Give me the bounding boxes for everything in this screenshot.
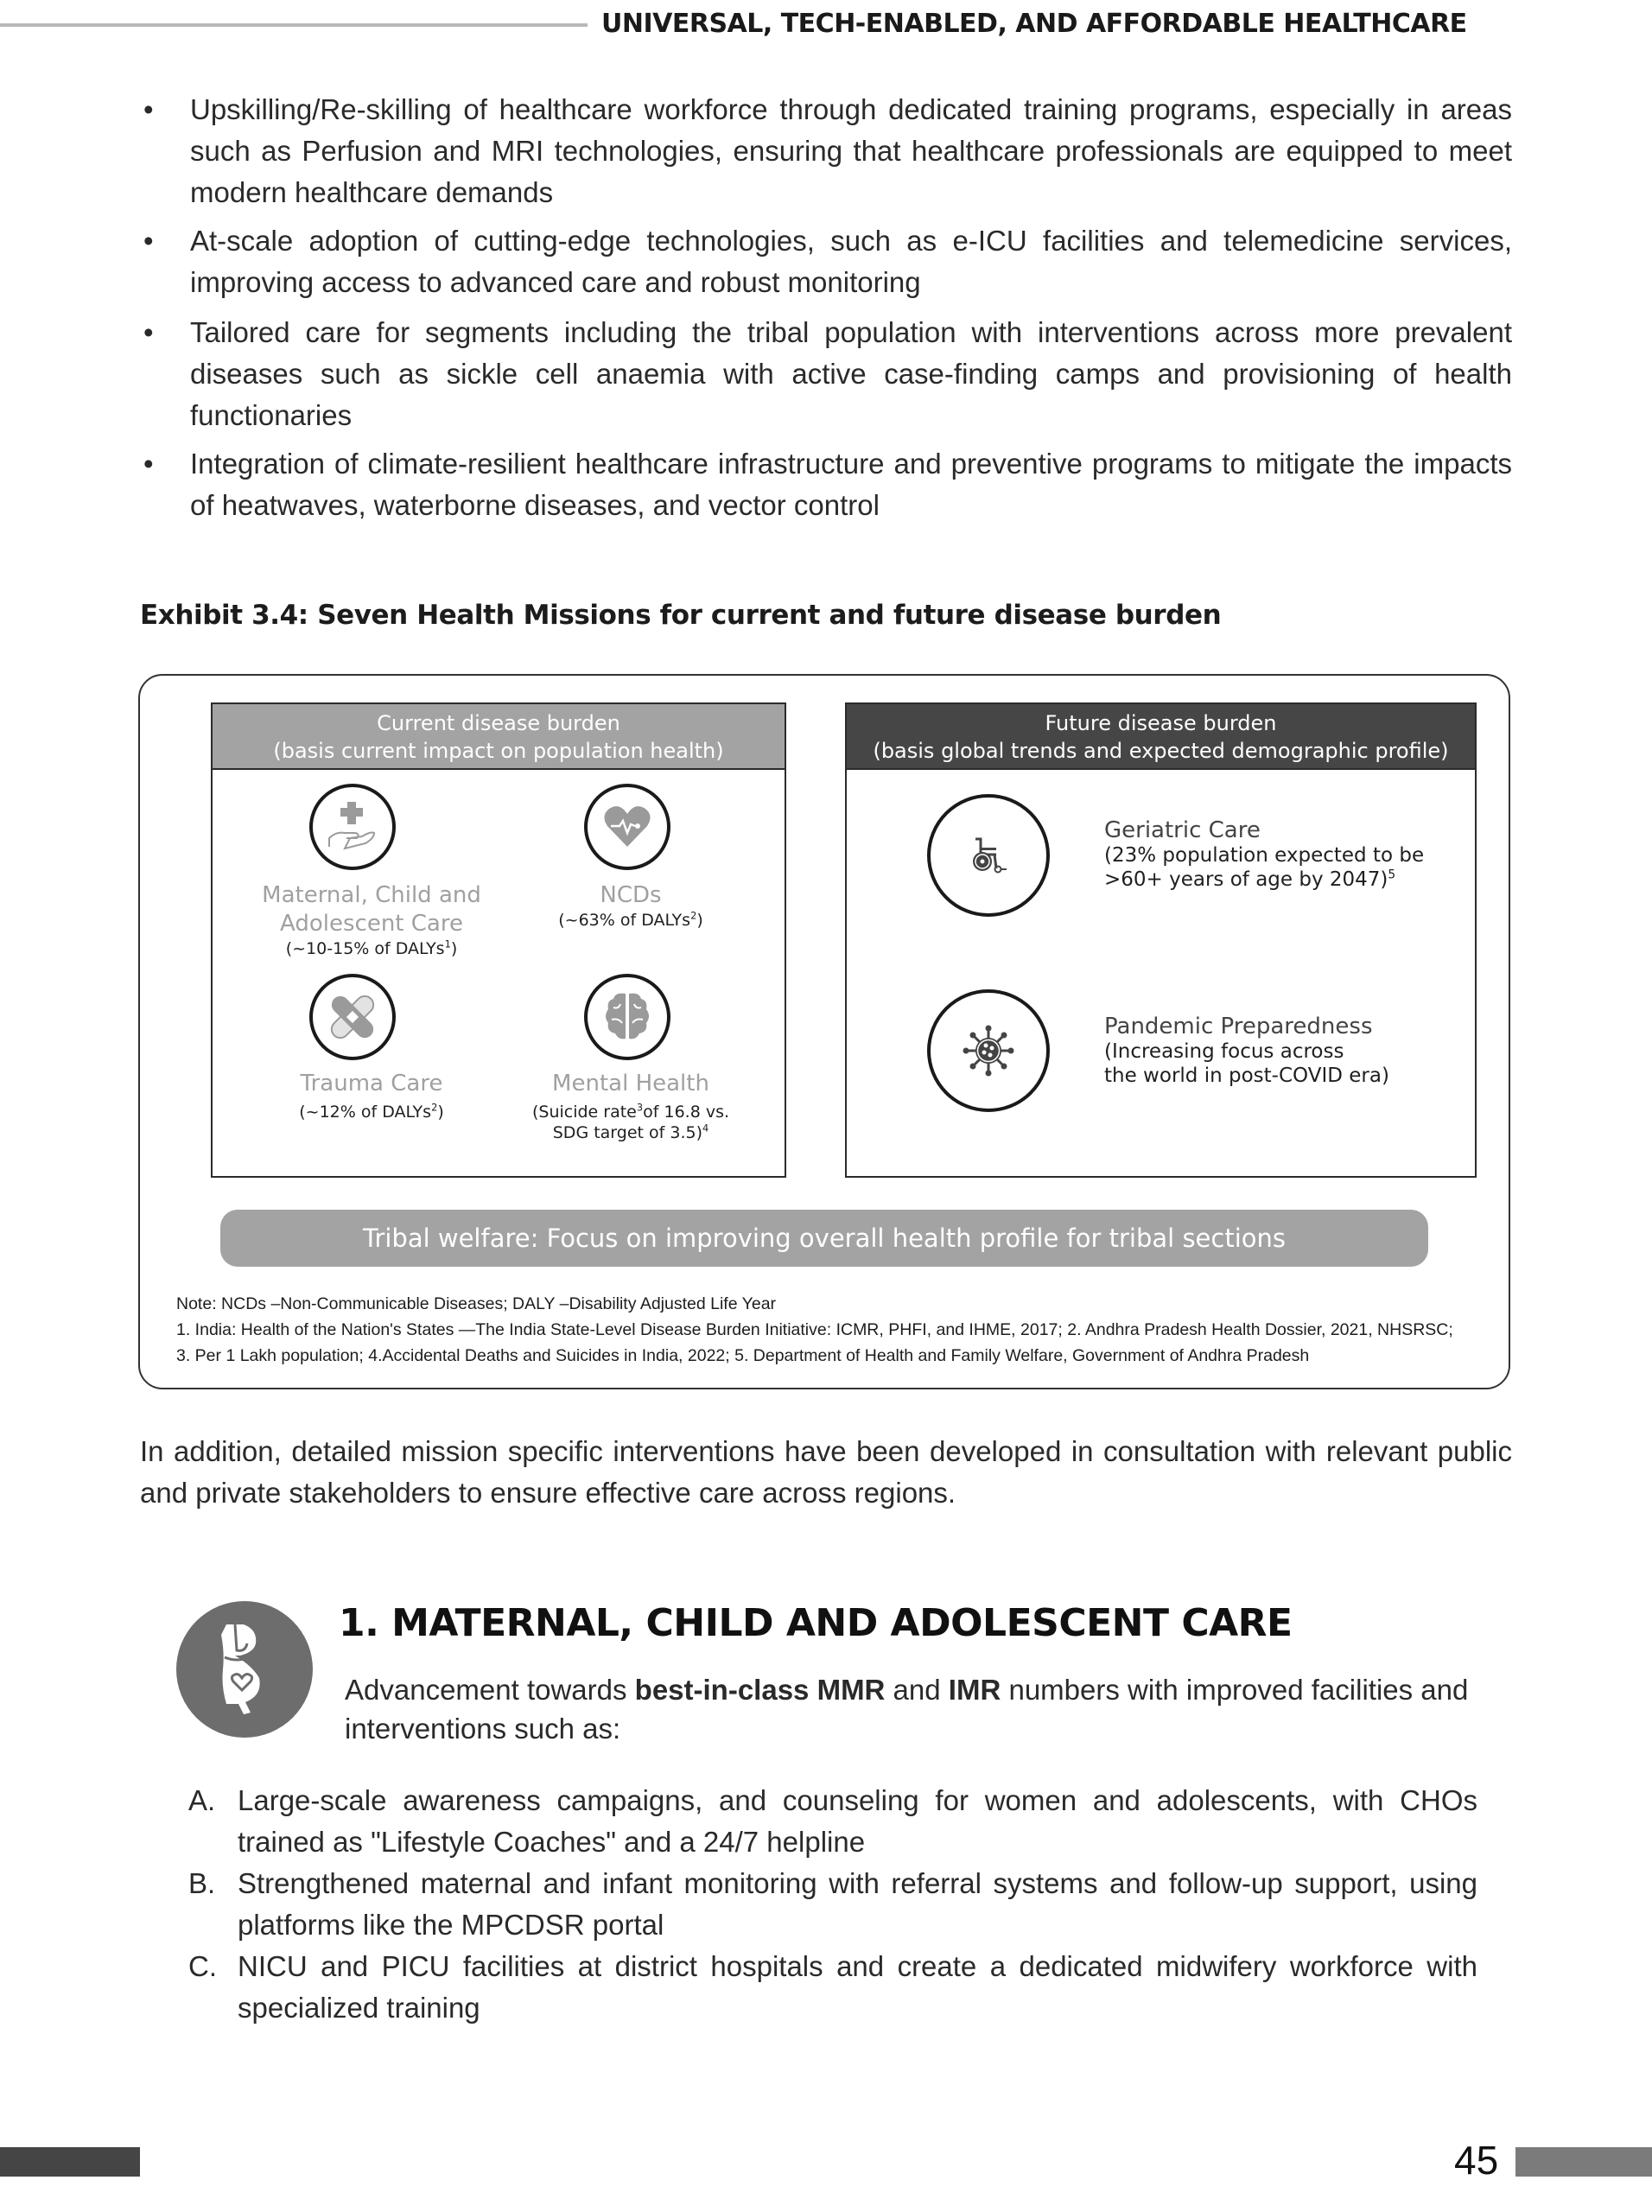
item-letter: A. (188, 1784, 216, 1816)
mission-stat: (~10-15% of DALYs$^1$) (285, 938, 458, 958)
mission-stat-line2: SDG target of 3.5)$^4$ (552, 1122, 709, 1142)
future-burden-panel (845, 702, 1477, 1178)
section-title: 1. MATERNAL, CHILD AND ADOLESCENT CARE (339, 1601, 1293, 1645)
mission-stat-line2: the world in post-COVID era) (1104, 1065, 1389, 1087)
section-intro: Advancement towards best-in-class MMR and IMR numbers with improved facilities and interventions such as: (345, 1674, 1469, 1745)
mission-icon-circle (309, 974, 396, 1060)
mission-name-line2: Adolescent Care (280, 911, 463, 937)
bullet-item (140, 443, 1512, 526)
mission-icon-circle (927, 794, 1050, 917)
heading-subline: (basis global trends and expected demographic profile) (873, 739, 1449, 763)
hand-with-cross-icon (324, 798, 381, 855)
item-letter: C. (188, 1950, 217, 1982)
source-line: 1. India: Health of the Nation's States —The India State-Level Disease Burden Initiative: ICMR, PHFI, and IHME, 2017; 2. Andhra Pradesh Health Dossier, 2021, NHSRSC; (176, 1320, 1453, 1339)
mission-name: Trauma Care (300, 1071, 443, 1096)
mission-maternal (233, 881, 510, 959)
exhibit-notes (176, 1291, 1453, 1369)
mission-icon-circle (927, 989, 1050, 1112)
bold-term: best-in-class MMR (634, 1674, 886, 1706)
heart-pulse-icon (600, 800, 654, 854)
item-text: NICU and PICU facilities at district hospitals and create a dedicated midwifery workforce with specialized training (238, 1950, 1477, 2024)
mission-geriatric (1104, 817, 1467, 892)
intervention-list-container (188, 1780, 1477, 2029)
intervention-item (188, 1863, 1477, 1946)
mission-name: Maternal, Child and (262, 882, 481, 908)
heading-line: Future disease burden (1045, 711, 1277, 735)
mission-icon-circle (584, 974, 670, 1060)
mission-mental-health (510, 1070, 752, 1143)
bold-term: IMR (948, 1674, 1001, 1706)
running-header-title: UNIVERSAL, TECH-ENABLED, AND AFFORDABLE HEALTHCARE (601, 9, 1467, 39)
bullet-icon: • (143, 448, 154, 480)
item-text: Large-scale awareness campaigns, and counseling for women and adolescents, with CHOs trained as "Lifestyle Coaches" and a 24/7 helpline (238, 1784, 1477, 1858)
mission-stat: (~63% of DALYs$^2$) (558, 909, 703, 930)
intervention-item (188, 1780, 1477, 1863)
mission-stat: (~12% of DALYs$^2$) (299, 1101, 444, 1122)
mission-stat: (Increasing focus across (1104, 1040, 1344, 1063)
page-number: 45 (1454, 2138, 1499, 2183)
source-line: 3. Per 1 Lakh population; 4.Accidental Deaths and Suicides in India, 2022; 5. Department of Health and Family Welfare, Government of Andhra Pradesh (176, 1346, 1310, 1365)
mission-stat: (Suicide rate$^3$of 16.8 vs. (531, 1101, 730, 1122)
bullet-item (140, 89, 1512, 213)
bullet-item (140, 312, 1512, 436)
mission-trauma (233, 1070, 510, 1122)
bullet-list-container (140, 89, 1512, 533)
mission-stat-line2: >60+ years of age by 2047)$^5$ (1104, 868, 1396, 891)
heading-subline: (basis current impact on population health) (273, 739, 724, 763)
mission-name: NCDs (600, 882, 662, 908)
footer-bar-right (1515, 2147, 1652, 2177)
bullet-icon: • (143, 316, 154, 348)
item-text: Strengthened maternal and infant monitoring with referral systems and follow-up support, using platforms like the MPCDSR portal (238, 1867, 1477, 1941)
bullet-text: Tailored care for segments including the tribal population with interventions across more prevalent diseases such as sickle cell anaemia with active case-finding camps and provisioning of health functionaries (190, 316, 1512, 431)
intervention-item (188, 1946, 1477, 2029)
future-burden-heading (847, 704, 1475, 770)
header-rule (0, 23, 588, 27)
mission-name: Pandemic Preparedness (1104, 1014, 1373, 1039)
intervention-list (188, 1780, 1477, 2029)
wheelchair-icon (969, 836, 1008, 875)
brain-icon (603, 990, 651, 1044)
mission-pandemic (1104, 1014, 1467, 1088)
heading-line: Current disease burden (377, 711, 620, 735)
mission-icon-circle (584, 784, 670, 870)
bullet-list (140, 89, 1512, 526)
bullet-item (140, 220, 1512, 303)
tribal-welfare-banner: Tribal welfare: Focus on improving overall health profile for tribal sections (220, 1210, 1428, 1267)
footer-bar-left (0, 2147, 140, 2177)
bullet-text: At-scale adoption of cutting-edge technologies, such as e-ICU facilities and telemedicine services, improving access to advanced care and robust monitoring (190, 225, 1512, 298)
note-line: Note: NCDs –Non-Communicable Diseases; DALY –Disability Adjusted Life Year (176, 1294, 777, 1313)
pregnant-woman-icon (206, 1618, 283, 1721)
mission-stat: (23% population expected to be (1104, 844, 1425, 867)
bullet-icon: • (143, 225, 154, 257)
exhibit-title: Exhibit 3.4: Seven Health Missions for current and future disease burden (140, 600, 1222, 631)
mission-icon-circle (309, 784, 396, 870)
bullet-icon: • (143, 93, 154, 125)
mission-ncds (510, 881, 752, 931)
bullet-text: Upskilling/Re-skilling of healthcare workforce through dedicated training programs, especially in areas such as Perfusion and MRI technologies, ensuring that healthcare professionals are equipped to meet modern healthcare demands (190, 93, 1512, 208)
mission-name: Mental Health (552, 1071, 709, 1096)
mission-name: Geriatric Care (1104, 817, 1261, 843)
item-letter: B. (188, 1867, 216, 1899)
bandage-icon (325, 989, 380, 1045)
virus-icon (963, 1025, 1014, 1077)
addition-paragraph: In addition, detailed mission specific interventions have been developed in consultation with relevant public and private stakeholders to ensure effective care across regions. (140, 1435, 1512, 1509)
bullet-text: Integration of climate-resilient healthcare infrastructure and preventive programs to mitigate the impacts of heatwaves, waterborne diseases, and vector control (190, 448, 1512, 521)
current-burden-heading (213, 704, 785, 770)
section-icon-circle (176, 1601, 313, 1738)
